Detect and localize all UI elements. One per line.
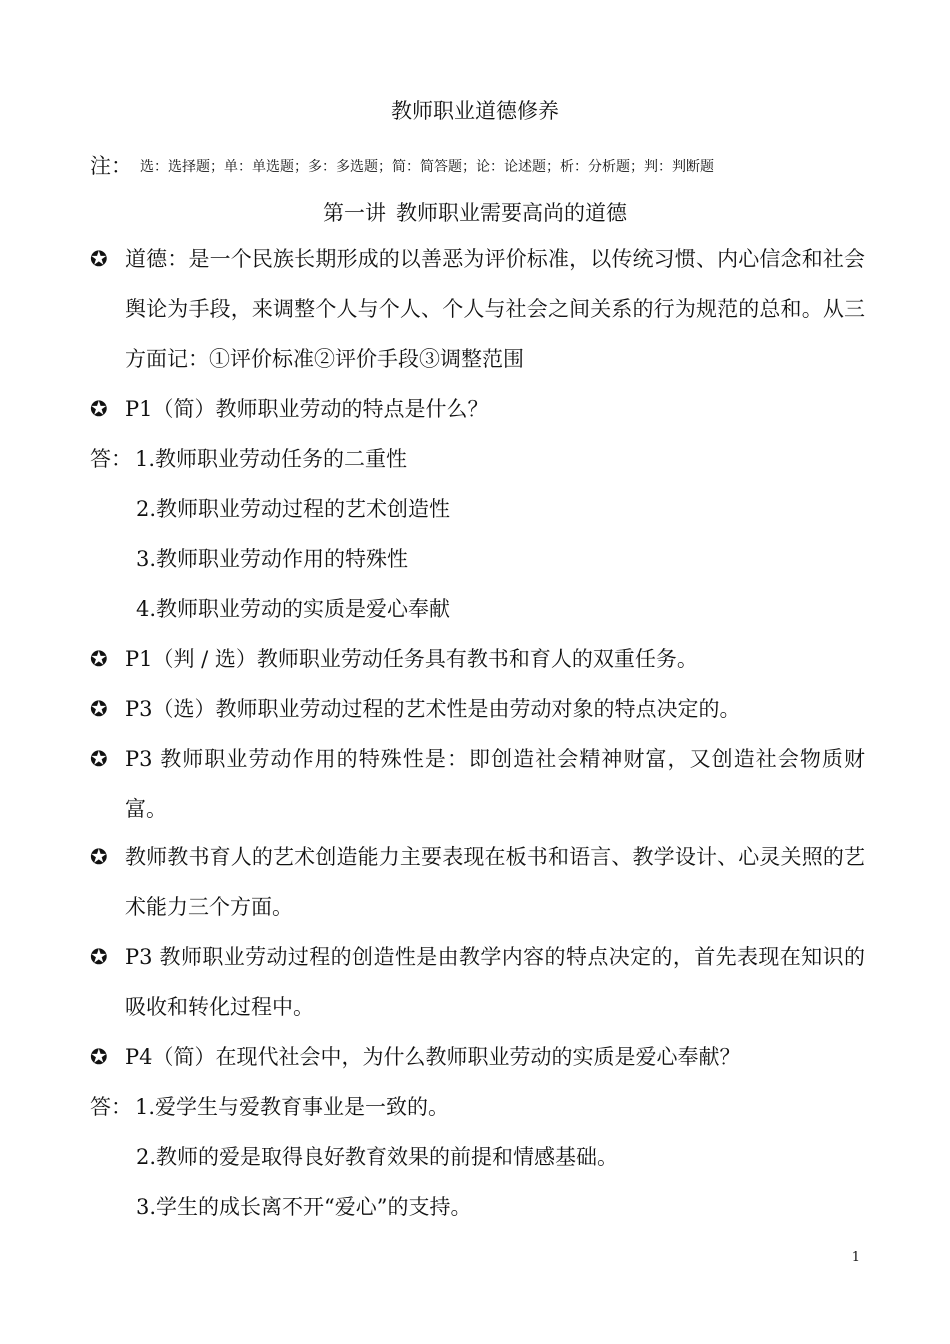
star-bullet-icon: ✪ bbox=[90, 247, 108, 271]
list-item bbox=[90, 734, 865, 834]
chapter-heading bbox=[0, 198, 950, 228]
star-bullet-icon: ✪ bbox=[90, 697, 108, 721]
note-label: 注： bbox=[90, 154, 132, 178]
list-item-text: P1（简）教师职业劳动的特点是什么？ bbox=[125, 397, 489, 421]
list-item-text: P4（简）在现代社会中，为什么教师职业劳动的实质是爱心奉献？ bbox=[125, 1045, 741, 1069]
note-text: 选：选择题；单：单选题；多：多选题；简：简答题；论：论述题；析：分析题；判：判断题 bbox=[140, 159, 714, 175]
answer-line bbox=[90, 1082, 449, 1132]
list-item-text: P3 教师职业劳动过程的创造性是由教学内容的特点决定的，首先表现在知识的吸收和转化过程中。 bbox=[125, 945, 865, 1019]
star-bullet-icon: ✪ bbox=[90, 945, 108, 969]
star-bullet-icon: ✪ bbox=[90, 647, 108, 671]
answer-label: 答： bbox=[90, 1095, 132, 1119]
list-item-text: P3 教师职业劳动作用的特殊性是：即创造社会精神财富，又创造社会物质财富。 bbox=[125, 747, 865, 821]
chapter-title: 教师职业需要高尚的道德 bbox=[396, 201, 627, 225]
list-item bbox=[90, 932, 865, 1032]
list-item-text: P1（判 / 选）教师职业劳动任务具有教书和育人的双重任务。 bbox=[125, 647, 698, 671]
answer-line: 4.教师职业劳动的实质是爱心奉献 bbox=[136, 597, 451, 621]
list-item-text: 教师教书育人的艺术创造能力主要表现在板书和语言、教学设计、心灵关照的艺术能力三个方面。 bbox=[125, 845, 865, 919]
answer-text: 1.爱学生与爱教育事业是一致的。 bbox=[135, 1095, 450, 1119]
answer-line: 3.教师职业劳动作用的特殊性 bbox=[136, 547, 409, 571]
chapter-number: 第一讲 bbox=[323, 201, 386, 225]
list-item-text: P3（选）教师职业劳动过程的艺术性是由劳动对象的特点决定的。 bbox=[125, 697, 741, 721]
star-bullet-icon: ✪ bbox=[90, 1045, 108, 1069]
star-bullet-icon: ✪ bbox=[90, 845, 108, 869]
list-item bbox=[90, 384, 865, 434]
list-item bbox=[90, 832, 865, 932]
answer-line: 2.教师职业劳动过程的艺术创造性 bbox=[136, 497, 451, 521]
list-item bbox=[90, 1032, 865, 1082]
list-item bbox=[90, 234, 865, 384]
answer-line bbox=[90, 434, 407, 484]
answer-text: 1.教师职业劳动任务的二重性 bbox=[135, 447, 408, 471]
star-bullet-icon: ✪ bbox=[90, 397, 108, 421]
note-line bbox=[90, 150, 930, 180]
list-item-text: 道德：是一个民族长期形成的以善恶为评价标准，以传统习惯、内心信念和社会舆论为手段，来调整个人与个人、个人与社会之间关系的行为规范的总和。从三方面记：①评价标准②评价手段③调整范围 bbox=[125, 247, 865, 371]
star-bullet-icon: ✪ bbox=[90, 747, 108, 771]
answer-line: 3.学生的成长离不开“爱心”的支持。 bbox=[136, 1195, 472, 1219]
list-item bbox=[90, 634, 865, 684]
page-number: 1 bbox=[851, 1250, 860, 1265]
answer-label: 答： bbox=[90, 447, 132, 471]
list-item bbox=[90, 684, 865, 734]
document-title: 教师职业道德修养 bbox=[391, 99, 559, 123]
answer-line: 2.教师的爱是取得良好教育效果的前提和情感基础。 bbox=[136, 1145, 619, 1169]
